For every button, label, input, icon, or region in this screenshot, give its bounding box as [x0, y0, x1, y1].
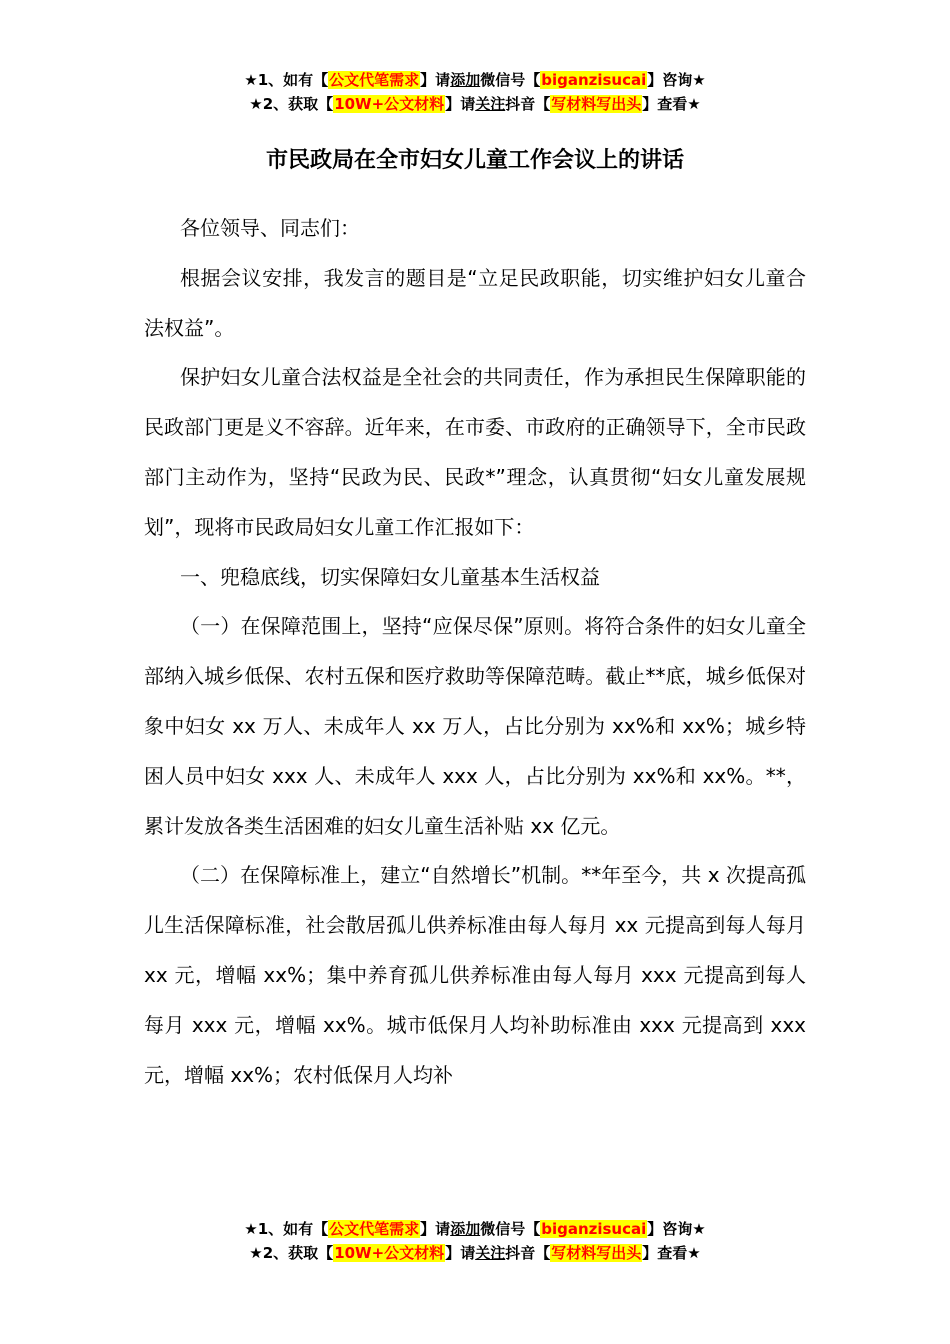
banner-text: 】请	[445, 95, 476, 113]
banner-text: 】请	[420, 71, 451, 89]
underlined-text: 添加	[450, 71, 481, 89]
banner-text: ★2、获取【	[249, 1244, 334, 1262]
banner-text: 】请	[445, 1244, 476, 1262]
body-paragraph: 根据会议安排，我发言的题目是“立足民政职能，切实维护妇女儿童合法权益”。	[144, 265, 806, 340]
footer-banner	[0, 1217, 950, 1265]
banner-text: 】请	[420, 1220, 451, 1238]
document-title: 市民政局在全市妇女儿童工作会议上的讲话	[265, 148, 684, 173]
banner-text: 】查看★	[642, 95, 701, 113]
highlight-text: 公文代笔需求	[329, 71, 420, 89]
banner-line-2	[0, 1241, 950, 1265]
banner-text: 】查看★	[642, 1244, 701, 1262]
douyin-id-highlight: 写材料写出头	[551, 95, 642, 113]
banner-text: 微信号【	[480, 1220, 541, 1238]
banner-text: ★1、如有【	[244, 71, 329, 89]
banner-text: 微信号【	[480, 71, 541, 89]
body-paragraph: （一）在保障范围上，坚持“应保尽保”原则。将符合条件的妇女儿童全部纳入城乡低保、农村五保和医疗救助等保障范畴。截止**底，城乡低保对象中妇女 xx 万人、未成年人 xx 万人，占比分别为 xx%和 xx%；城乡特困人员中妇女 xxx 人、未成年人 xxx 人，占比分别为 xx%和 xx%。**，累计发放各类生活困难的妇女儿童生活补贴 xx 亿元。	[144, 614, 806, 838]
highlight-text: 公文代笔需求	[329, 1220, 420, 1238]
banner-text: 】咨询★	[647, 71, 706, 89]
underlined-text: 关注	[475, 95, 506, 113]
highlight-text: 10W+公文材料	[334, 1244, 445, 1262]
body-paragraph: （二）在保障标准上，建立“自然增长”机制。**年至今，共 x 次提高孤儿生活保障标准，社会散居孤儿供养标准由每人每月 xx 元提高到每人每月 xx 元，增幅 xx%；集中养育孤儿供养标准由每人每月 xxx 元提高到每人每月 xxx 元，增幅 xx%。城市低保月人均补助标准由 xxx 元提高到 xxx 元，增幅 xx%；农村低保月人均补	[144, 863, 806, 1087]
banner-line-1	[0, 1217, 950, 1241]
section-heading: 一、兜稳底线，切实保障妇女儿童基本生活权益	[180, 564, 600, 589]
banner-line-1	[0, 68, 950, 92]
underlined-text: 关注	[475, 1244, 506, 1262]
banner-text: ★1、如有【	[244, 1220, 329, 1238]
document-body	[144, 204, 806, 1100]
highlight-text: 10W+公文材料	[334, 95, 445, 113]
douyin-id-highlight: 写材料写出头	[551, 1244, 642, 1262]
underlined-text: 添加	[450, 1220, 481, 1238]
banner-text: 抖音【	[505, 95, 551, 113]
banner-text: 】咨询★	[647, 1220, 706, 1238]
banner-text: 抖音【	[505, 1244, 551, 1262]
body-paragraph: 保护妇女儿童合法权益是全社会的共同责任，作为承担民生保障职能的民政部门更是义不容辞。近年来，在市委、市政府的正确领导下，全市民政部门主动作为，坚持“民政为民、民政*”理念，认真贯彻“妇女儿童发展规划”，现将市民政局妇女儿童工作汇报如下：	[144, 365, 806, 539]
banner-line-2	[0, 92, 950, 116]
wechat-id-highlight: biganzisucai	[541, 1220, 647, 1238]
banner-text: ★2、获取【	[249, 95, 334, 113]
header-banner	[0, 68, 950, 116]
wechat-id-highlight: biganzisucai	[541, 71, 647, 89]
salutation: 各位领导、同志们：	[180, 216, 360, 240]
